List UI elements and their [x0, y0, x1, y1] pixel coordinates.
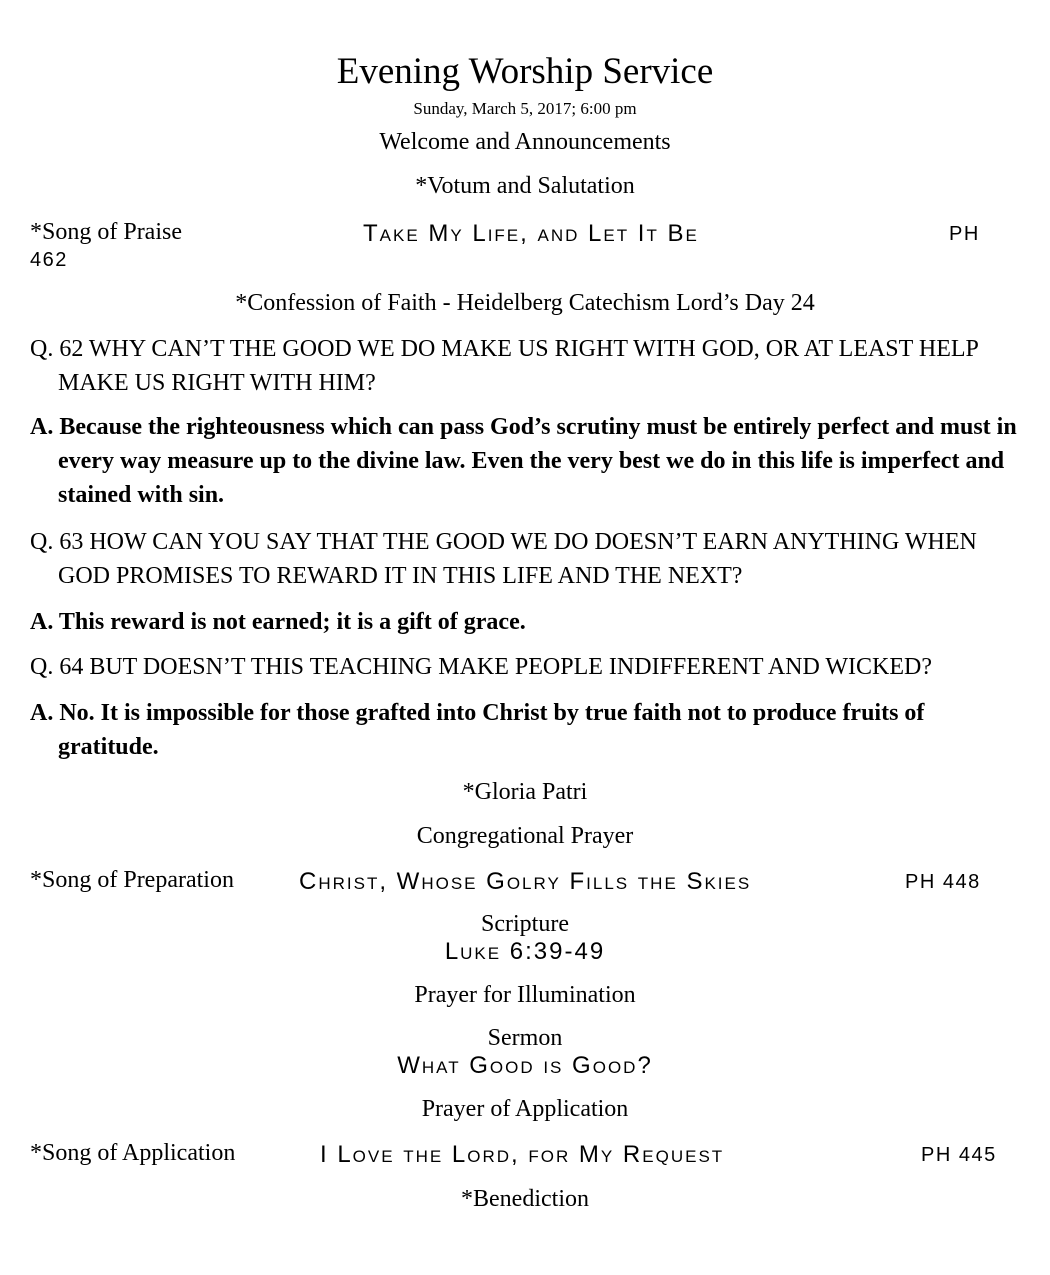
song-application-ref: PH 445 [921, 1144, 997, 1166]
catechism-question-62: Q. 62 WHY CAN’T THE GOOD WE DO MAKE US RIGHT WITH GOD, OR AT LEAST HELP MAKE US RIGHT WITH HIM? [30, 336, 978, 396]
scripture-label: Scripture [481, 911, 569, 937]
benediction: *Benediction [461, 1186, 589, 1212]
song-praise-label: *Song of Praise [30, 219, 182, 245]
service-date: Sunday, March 5, 2017; 6:00 pm [413, 99, 637, 118]
prayer-for-illumination: Prayer for Illumination [414, 982, 636, 1008]
catechism-question-64: Q. 64 BUT DOESN’T THIS TEACHING MAKE PEOPLE INDIFFERENT AND WICKED? [30, 654, 933, 680]
congregational-prayer: Congregational Prayer [416, 823, 634, 849]
song-application-label: *Song of Application [30, 1140, 236, 1166]
song-preparation-title: Christ, Whose Golry Fills the Skies [299, 868, 752, 895]
song-praise-title: Take My Life, and Let It Be [363, 220, 699, 247]
prayer-of-application: Prayer of Application [421, 1096, 629, 1122]
catechism-answer-62: A. Because the righteousness which can pass God’s scrutiny must be entirely perfect and must in every way measure up to the divine law. Even the very best we do in this life is imperfect and stained with sin. [30, 414, 1017, 508]
gloria-patri: *Gloria Patri [462, 779, 588, 805]
song-application-title: I Love the Lord, for My Request [320, 1141, 725, 1168]
song-praise-ref-part2: 462 [30, 249, 68, 271]
scripture-reference: Luke 6:39-49 [444, 938, 606, 965]
catechism-question-63: Q. 63 HOW CAN YOU SAY THAT THE GOOD WE DO DOESN’T EARN ANYTHING WHEN GOD PROMISES TO REWARD IT IN THIS LIFE AND THE NEXT? [30, 529, 977, 589]
song-preparation-ref: PH 448 [905, 871, 981, 893]
sermon-label: Sermon [487, 1025, 563, 1051]
welcome-item: Welcome and Announcements [379, 129, 671, 155]
song-preparation-label: *Song of Preparation [30, 867, 234, 893]
votum-item: *Votum and Salutation [415, 173, 635, 199]
page-title: Evening Worship Service [336, 51, 714, 92]
confession-heading: *Confession of Faith - Heidelberg Catechism Lord’s Day 24 [235, 290, 815, 316]
song-praise-ref-part1: PH [949, 223, 980, 245]
catechism-answer-63: A. This reward is not earned; it is a gift of grace. [30, 609, 526, 635]
catechism-answer-64: A. No. It is impossible for those grafted into Christ by true faith not to produce fruits of gratitude. [30, 700, 925, 760]
sermon-title: What Good is Good? [397, 1052, 653, 1079]
